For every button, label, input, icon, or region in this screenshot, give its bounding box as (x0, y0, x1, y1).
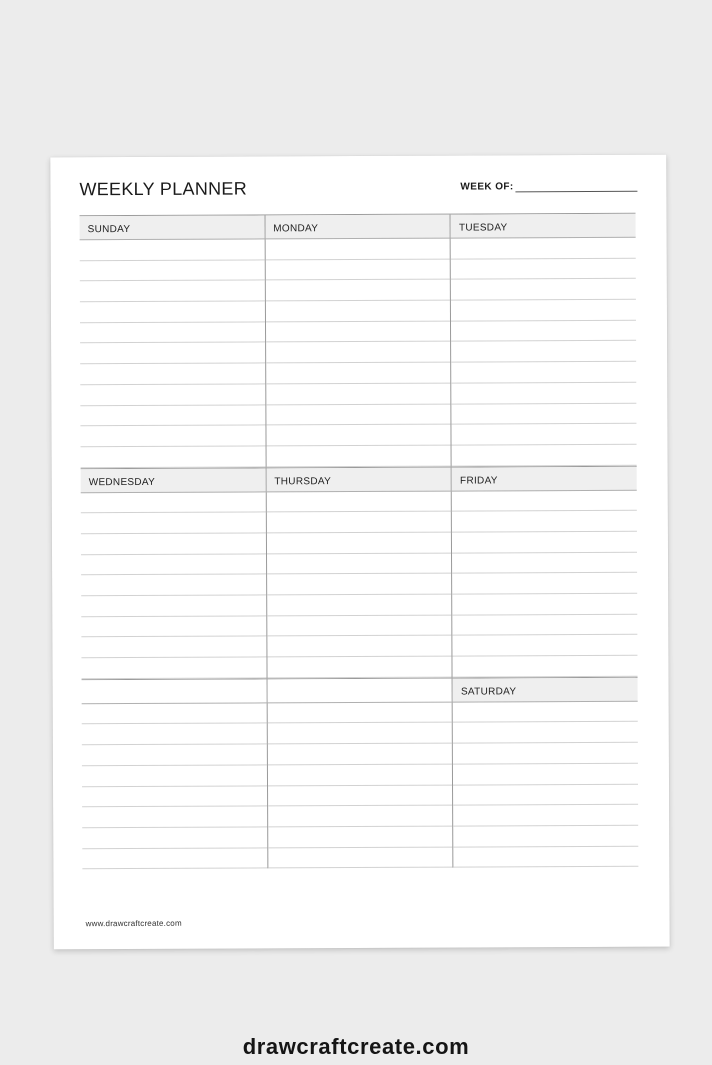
note-lines (453, 702, 638, 868)
ruled-line (80, 343, 265, 364)
ruled-line (267, 574, 452, 595)
ruled-line (265, 259, 450, 280)
ruled-line (82, 745, 267, 766)
ruled-line (265, 280, 450, 301)
ruled-line (452, 532, 637, 553)
ruled-line (81, 595, 266, 616)
day-column-saturday (452, 678, 638, 868)
ruled-line (451, 258, 636, 279)
ruled-line (453, 702, 638, 723)
ruled-line (266, 404, 451, 425)
ruled-line (82, 765, 267, 786)
ruled-line (452, 424, 637, 445)
ruled-line (265, 239, 450, 260)
ruled-line (81, 513, 266, 534)
planner-row-1 (80, 213, 637, 468)
ruled-line (267, 723, 452, 744)
ruled-line (266, 445, 451, 466)
ruled-line (453, 594, 638, 615)
ruled-line (453, 764, 638, 785)
note-lines (267, 702, 452, 868)
ruled-line (267, 702, 452, 723)
ruled-line (267, 657, 452, 678)
day-column-sunday (80, 215, 266, 467)
note-lines (452, 490, 637, 677)
note-lines (80, 239, 266, 467)
ruled-line (453, 722, 638, 743)
day-header-thursday: THURSDAY (266, 467, 451, 492)
day-header-monday: MONDAY (265, 215, 450, 240)
ruled-line (81, 575, 266, 596)
ruled-line (453, 743, 638, 764)
ruled-line (82, 703, 267, 724)
week-of-label: WEEK OF: (460, 181, 514, 193)
ruled-line (452, 403, 637, 424)
planner-row-2 (81, 465, 638, 679)
ruled-line (454, 846, 639, 867)
ruled-line (82, 807, 267, 828)
blank-header (82, 679, 267, 704)
planner-row-3 (82, 677, 639, 870)
ruled-line (267, 533, 452, 554)
note-lines (265, 239, 451, 467)
day-column-friday (451, 466, 638, 677)
day-column-monday (264, 215, 451, 467)
ruled-line (266, 383, 451, 404)
ruled-line (81, 446, 266, 467)
ruled-line (453, 614, 638, 635)
ruled-line (81, 637, 266, 658)
ruled-line (267, 615, 452, 636)
ruled-line (266, 425, 451, 446)
ruled-line (451, 279, 636, 300)
day-header-sunday: SUNDAY (80, 215, 265, 240)
ruled-line (266, 512, 451, 533)
ruled-line (268, 847, 453, 868)
ruled-line (267, 553, 452, 574)
footer-url: www.drawcraftcreate.com (85, 918, 182, 929)
day-header-friday: FRIDAY (452, 466, 637, 491)
week-of-blank-line (516, 182, 638, 193)
ruled-line (82, 724, 267, 745)
ruled-line (268, 785, 453, 806)
ruled-line (81, 492, 266, 513)
day-header-wednesday: WEDNESDAY (81, 468, 266, 493)
ruled-line (80, 301, 265, 322)
ruled-line (80, 239, 265, 260)
ruled-line (267, 636, 452, 657)
ruled-line (268, 744, 453, 765)
day-column-tuesday (450, 214, 637, 466)
ruled-line (82, 848, 267, 869)
brand-caption: drawcraftcreate.com (242, 1034, 470, 1059)
ruled-line (266, 342, 451, 363)
planner-sheet (50, 155, 669, 950)
ruled-line (80, 405, 265, 426)
day-column-thursday (265, 467, 452, 678)
ruled-line (266, 321, 451, 342)
ruled-line (268, 806, 453, 827)
ruled-line (268, 764, 453, 785)
ruled-line (81, 533, 266, 554)
ruled-line (452, 511, 637, 532)
note-lines (82, 703, 267, 869)
ruled-line (266, 363, 451, 384)
day-header-saturday: SATURDAY (453, 678, 638, 703)
note-lines (451, 238, 637, 466)
ruled-line (80, 322, 265, 343)
ruled-line (453, 784, 638, 805)
ruled-line (453, 656, 638, 677)
ruled-line (268, 826, 453, 847)
day-column-wednesday (81, 468, 267, 679)
ruled-line (451, 341, 636, 362)
notes-column-2 (266, 678, 452, 868)
ruled-line (454, 826, 639, 847)
day-header-tuesday: TUESDAY (451, 214, 636, 239)
ruled-line (452, 573, 637, 594)
ruled-line (452, 362, 637, 383)
note-lines (81, 492, 266, 679)
ruled-line (452, 552, 637, 573)
week-of-field (460, 181, 637, 193)
blank-header (267, 678, 452, 703)
ruled-line (452, 490, 637, 511)
ruled-line (267, 595, 452, 616)
ruled-line (266, 301, 451, 322)
ruled-line (451, 300, 636, 321)
ruled-line (453, 635, 638, 656)
ruled-line (80, 426, 265, 447)
ruled-line (452, 445, 637, 466)
planner-grid (80, 213, 639, 870)
ruled-line (453, 805, 638, 826)
ruled-line (451, 321, 636, 342)
ruled-line (80, 260, 265, 281)
ruled-line (452, 383, 637, 404)
ruled-line (81, 616, 266, 637)
ruled-line (81, 554, 266, 575)
ruled-line (80, 364, 265, 385)
ruled-line (266, 491, 451, 512)
notes-column-1 (82, 679, 267, 869)
note-lines (266, 491, 451, 678)
ruled-line (451, 238, 636, 259)
ruled-line (82, 786, 267, 807)
ruled-line (82, 827, 267, 848)
ruled-line (80, 384, 265, 405)
planner-title: WEEKLY PLANNER (79, 178, 248, 200)
ruled-line (81, 657, 266, 678)
ruled-line (80, 281, 265, 302)
